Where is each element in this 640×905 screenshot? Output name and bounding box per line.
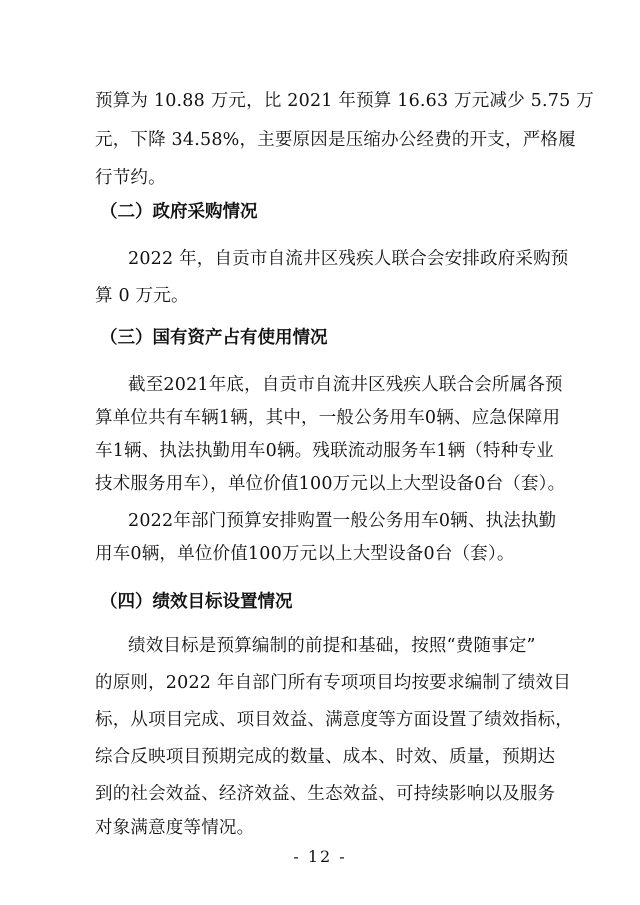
text-line: 算 0 万元。 xyxy=(95,286,189,306)
section-heading-procurement: （二）政府采购情况 xyxy=(100,202,258,222)
text-line: 车1辆、执法执勤用车0辆。残联流动服务车1辆（特种专业 xyxy=(95,441,554,461)
text-line: 标，从项目完成、项目效益、满意度等方面设置了绩效指标， xyxy=(95,710,573,730)
text-line: 的原则，2022 年自部门所有专项项目均按要求编制了绩效目 xyxy=(95,673,571,693)
text-line: 用车0辆，单位价值100万元以上大型设备0台（套）。 xyxy=(95,544,515,564)
text-line: 技术服务用车），单位价值100万元以上大型设备0台（套）。 xyxy=(95,474,566,494)
text-line: 截至2021年底，自贡市自流井区残疾人联合会所属各预 xyxy=(128,375,563,395)
text-line: 算单位共有车辆1辆，其中，一般公务用车0辆、应急保障用 xyxy=(95,408,561,428)
section-heading-performance: （四）绩效目标设置情况 xyxy=(100,592,293,612)
text-line: 到的社会效益、经济效益、生态效益、可持续影响以及服务 xyxy=(95,784,556,804)
text-line: 综合反映项目预期完成的数量、成本、时效、质量，预期达 xyxy=(95,747,556,767)
text-line: 预算为 10.88 万元，比 2021 年预算 16.63 万元减少 5.75 万 xyxy=(95,91,594,111)
text-line: 2022年部门预算安排购置一般公务用车0辆、执法执勤 xyxy=(128,511,557,531)
text-line: 2022 年，自贡市自流井区残疾人联合会安排政府采购预 xyxy=(128,249,569,269)
text-line: 行节约。 xyxy=(95,168,166,188)
text-line: 元，下降 34.58%，主要原因是压缩办公经费的开支，严格履 xyxy=(95,130,576,150)
text-line: 绩效目标是预算编制的前提和基础，按照“费随事定” xyxy=(128,636,536,656)
section-heading-assets: （三）国有资产占有使用情况 xyxy=(100,328,328,348)
page-number: - 12 - xyxy=(293,847,347,866)
text-line: 对象满意度等情况。 xyxy=(95,818,255,838)
